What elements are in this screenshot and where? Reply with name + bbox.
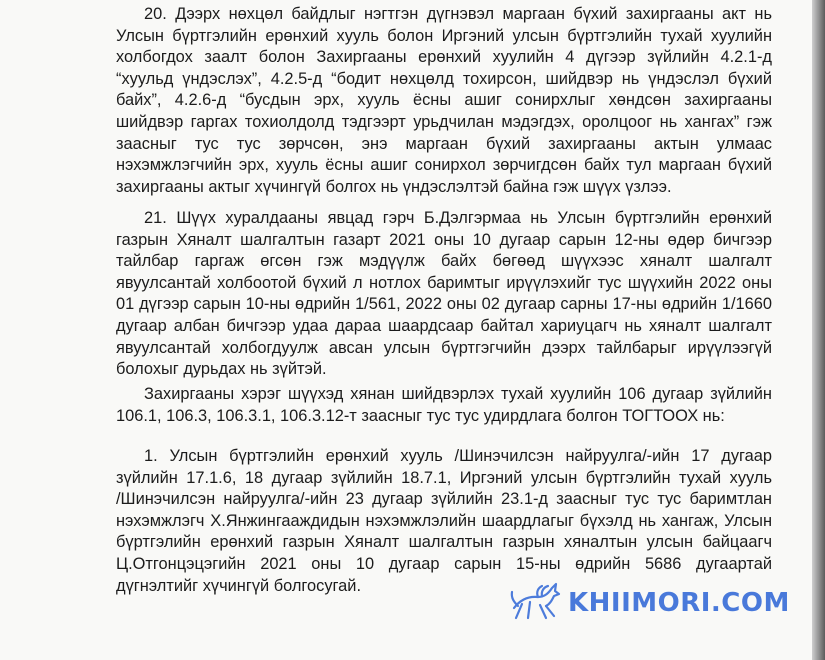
paragraph-line: 21. Шүүх хуралдааны явцад гэрч Б.Дэлгэрмаа нь Улсын бүртгэлийн ерөнхий [144, 209, 772, 227]
ruling-item-1 [116, 446, 772, 597]
paragraph-line: /Шинэчилсэн найруулга/-ийн 23 дугаар зүйлийн 23.1-д заасныг тус тус баримтлан [116, 490, 772, 509]
paragraph-20 [116, 4, 772, 198]
paragraph-line: Захиргааны хэрэг шүүхэд хянан шийдвэрлэх тухай хуулийн 106 дугаар зүйлийн [144, 385, 772, 403]
paragraph-line: болохыг дурьдах нь зүйтэй. [116, 360, 327, 379]
paragraph-line: дугаар албан бичгээр удаа дараа шаардсаар байтал хариуцагч нь хяналт шалгалт [116, 316, 772, 335]
paragraph-line: 20. Дээрх нөхцөл байдлыг нэгтгэн дүгнэвэл маргаан бүхий захиргааны акт нь [144, 5, 772, 23]
paragraph-line: тайлбар гаргаж өгсөн гэж мэдүүлж байх бөгөөд шүүхээс хяналт шалгалт [116, 252, 772, 271]
paragraph-line: захиргааны актыг хүчингүй болгох нь үндэслэлтэй байна гэж шүүх үзлээ. [116, 177, 672, 196]
paragraph-number: 1. [144, 447, 158, 465]
paragraph-line: 1. Улсын бүртгэлийн ерөнхий хууль /Шинэчилсэн найруулга/-ийн 17 дугаар [144, 447, 772, 465]
watermark [508, 578, 790, 628]
paragraph-line: 106.1, 106.3, 106.3.1, 106.3.12-т заасныг тус тус удирдлага болгон ТОГТООХ нь: [116, 406, 725, 425]
paragraph-line: 01 дүгээр сарын 10-ны өдрийн 1/561, 2022 оны 02 дугаар сарны 17-ны өдрийн 1/1660 [116, 295, 772, 314]
paragraph-line: явуулсантай холбогдуулж авсан улсын бүртгэгчийн дээрх тайлбарыг ирүүлээгүй [116, 338, 772, 357]
paragraph-number: 21. [144, 209, 167, 227]
horse-logo-icon [508, 578, 564, 629]
paragraph-line: газрын Хяналт шалгалтын газарт 2021 оны 10 дугаар сарын 12-ны өдөр бичгээр [116, 230, 772, 249]
paragraph-line: заасныг тус тус зөрчсөн, энэ маргаан бүхий захиргааны актын улмаас [116, 134, 772, 153]
paragraph-line: нэхэмжлэгчийн эрх, хууль ёсны ашиг сонирхол зөрчигдсөн байх тул маргаан бүхий [116, 156, 772, 175]
paragraph-line: шийдвэр гаргах тохиолдолд тэдгээрт урьдчилан мэдэгдэх, оролцоог нь хангах” гэж [116, 112, 772, 131]
paragraph-line: бүртгэлийн ерөнхий газрын Хяналт шалгалтын газрын хяналтын улсын байцаагч [116, 533, 772, 552]
watermark-text: KHIIMORI.COM [568, 588, 790, 618]
paragraph-line: Ц.Отгонцэцэгийн 2021 оны 10 дугаар сарын 15-ны өдрийн 5686 дугаартай [116, 554, 772, 573]
paragraph-line: явуулсантай холбоотой бүхий л нотлох баримтыг ирүүлэхийг тус шүүхийн 2022 оны [116, 273, 772, 292]
paragraph-line: байх”, 4.2.6-д “бусдын эрх, хууль ёсны ашиг сонирхлыг хөндсөн захиргааны [116, 91, 772, 110]
paragraph-line: холбогдох заалт болон Захиргааны ерөнхий хуулийн 4 дүгээр зүйлийн 4.2.1-д [116, 48, 772, 67]
paragraph-line: нэхэмжлэгч Х.Янжингааждидын нэхэмжлэлийн шаардлагыг бүхэлд нь хангаж, Улсын [116, 511, 772, 530]
scan-edge [812, 0, 825, 660]
paragraph-line: зүйлийн 17.1.6, 18 дугаар зүйлийн 18.7.1, Иргэний улсын бүртгэлийн тухай хууль [116, 468, 772, 487]
ruling-intro [116, 384, 772, 427]
paragraph-number: 20. [144, 5, 167, 23]
paragraph-line: дүгнэлтийг хүчингүй болгосугай. [116, 576, 362, 595]
paragraph-21 [116, 208, 772, 381]
paragraph-line: Улсын бүртгэлийн ерөнхий хууль болон Иргэний улсын бүртгэлийн тухай хуулийн [116, 26, 772, 45]
paragraph-line: “хуульд үндэслэх”, 4.2.5-д “бодит нөхцөлд тохирсон, шийдвэр нь үндэслэл бүхий [116, 69, 772, 88]
